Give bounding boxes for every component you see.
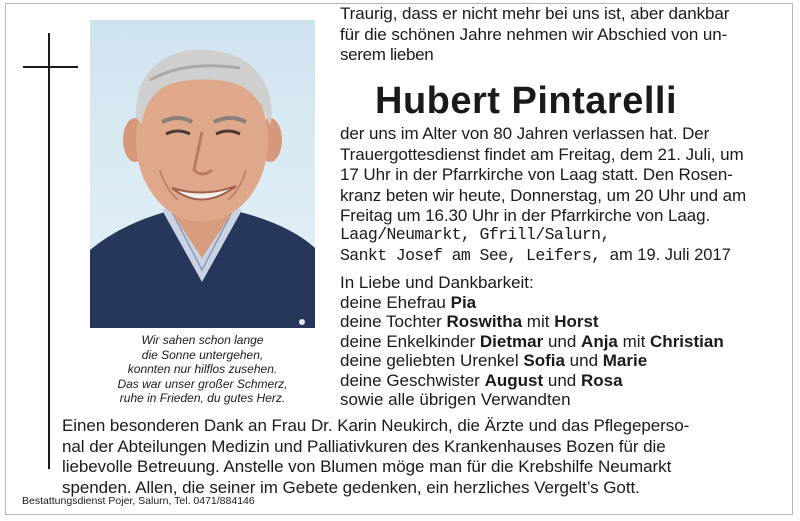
mourner-label: deine Geschwister <box>340 370 480 390</box>
verse-line: Wir sahen schon lange <box>141 333 264 347</box>
mourner-connector: und <box>547 331 577 351</box>
mourner-name: August <box>484 370 544 390</box>
verse-line: die Sonne untergehen, <box>141 347 264 362</box>
mourner-name: Horst <box>554 312 599 331</box>
places-and-date <box>340 225 790 266</box>
service-line: Trauergottesdienst findet am Freitag, dem 21. Juli, um <box>340 144 744 164</box>
cross-vertical-bar <box>48 33 50 469</box>
intro-line: serem lieben <box>340 45 434 64</box>
mourner-name: Sofia <box>523 351 565 370</box>
service-text <box>340 124 790 227</box>
thanks-line: Einen besonderen Dank an Frau Dr. Karin Neukirch, die Ärzte und das Pflegeperso- <box>62 416 690 435</box>
mourner-name: Marie <box>602 351 648 370</box>
mourner-row-siblings <box>340 371 790 391</box>
mourner-row-wife <box>340 293 790 313</box>
notice-date: am 19. Juli 2017 <box>609 246 731 264</box>
portrait-photo <box>90 20 315 328</box>
funeral-home-credit: Bestattungsdienst Pojer, Salurn, Tel. 0471/884146 <box>22 495 255 507</box>
service-line: 17 Uhr in der Pfarrkirche von Laag statt. Den Rosen- <box>340 165 733 184</box>
verse-line: Das war unser großer Schmerz, <box>117 376 288 391</box>
service-line: der uns im Alter von 80 Jahren verlassen hat. Der <box>340 124 710 143</box>
mourner-name: Rosa <box>580 370 623 390</box>
mourner-connector: und <box>569 351 599 370</box>
mourner-label: deine Tochter <box>340 312 442 331</box>
thanks-paragraph <box>62 416 782 498</box>
service-line: kranz beten wir heute, Donnerstag, um 20 Uhr und am <box>340 185 747 205</box>
intro-text <box>340 4 790 66</box>
places-line-2 <box>340 245 790 266</box>
mourner-label: deine Enkelkinder <box>340 331 476 351</box>
mourners-list <box>340 273 790 410</box>
mourner-name: Pia <box>450 292 477 312</box>
intro-line: für die schönen Jahre nehmen wir Abschied von un- <box>340 24 728 44</box>
cross-horizontal-bar <box>23 66 78 68</box>
mourner-connector: mit <box>526 312 550 331</box>
places-line-2-text: Sankt Josef am See, Leifers, <box>340 246 601 265</box>
mourner-connector: mit <box>622 331 646 351</box>
service-line: Freitag um 16.30 Uhr in der Pfarrkirche von Laag. <box>340 206 711 225</box>
mourner-row-others: sowie alle übrigen Verwandten <box>340 390 571 409</box>
intro-line: Traurig, dass er nicht mehr bei uns ist, aber dankbar <box>340 4 730 23</box>
verse-line: konnten nur hilflos zusehen. <box>127 362 278 376</box>
memorial-verse <box>90 333 315 406</box>
mourner-name: Anja <box>581 331 618 351</box>
mourner-name: Dietmar <box>479 331 544 351</box>
mourner-name: Christian <box>650 331 724 351</box>
thanks-line: spenden. Allen, die seiner im Gebete gedenken, ein herzliches Vergelt’s Gott. <box>62 477 640 497</box>
places-line-1: Laag/Neumarkt, Gfrill/Salurn, <box>340 225 610 244</box>
mourner-row-daughter <box>340 312 790 332</box>
mourners-heading: In Liebe und Dankbarkeit: <box>340 273 534 292</box>
mourner-name: Roswitha <box>446 312 523 331</box>
thanks-line: liebevolle Betreuung. Anstelle von Blumen möge man für die Krebshilfe Neumarkt <box>62 457 672 476</box>
thanks-line: nal der Abteilungen Medizin und Palliativkuren des Krankenhauses Bozen für die <box>62 436 666 456</box>
mourner-label: deine Ehefrau <box>340 292 446 312</box>
mourner-label: deine geliebten Urenkel <box>340 351 519 370</box>
mourner-connector: und <box>547 370 577 390</box>
deceased-name: Hubert Pintarelli <box>375 80 677 122</box>
mourner-row-greatgrandchildren <box>340 351 790 371</box>
verse-line: ruhe in Frieden, du gutes Herz. <box>119 391 286 405</box>
mourner-row-grandchildren <box>340 332 790 352</box>
